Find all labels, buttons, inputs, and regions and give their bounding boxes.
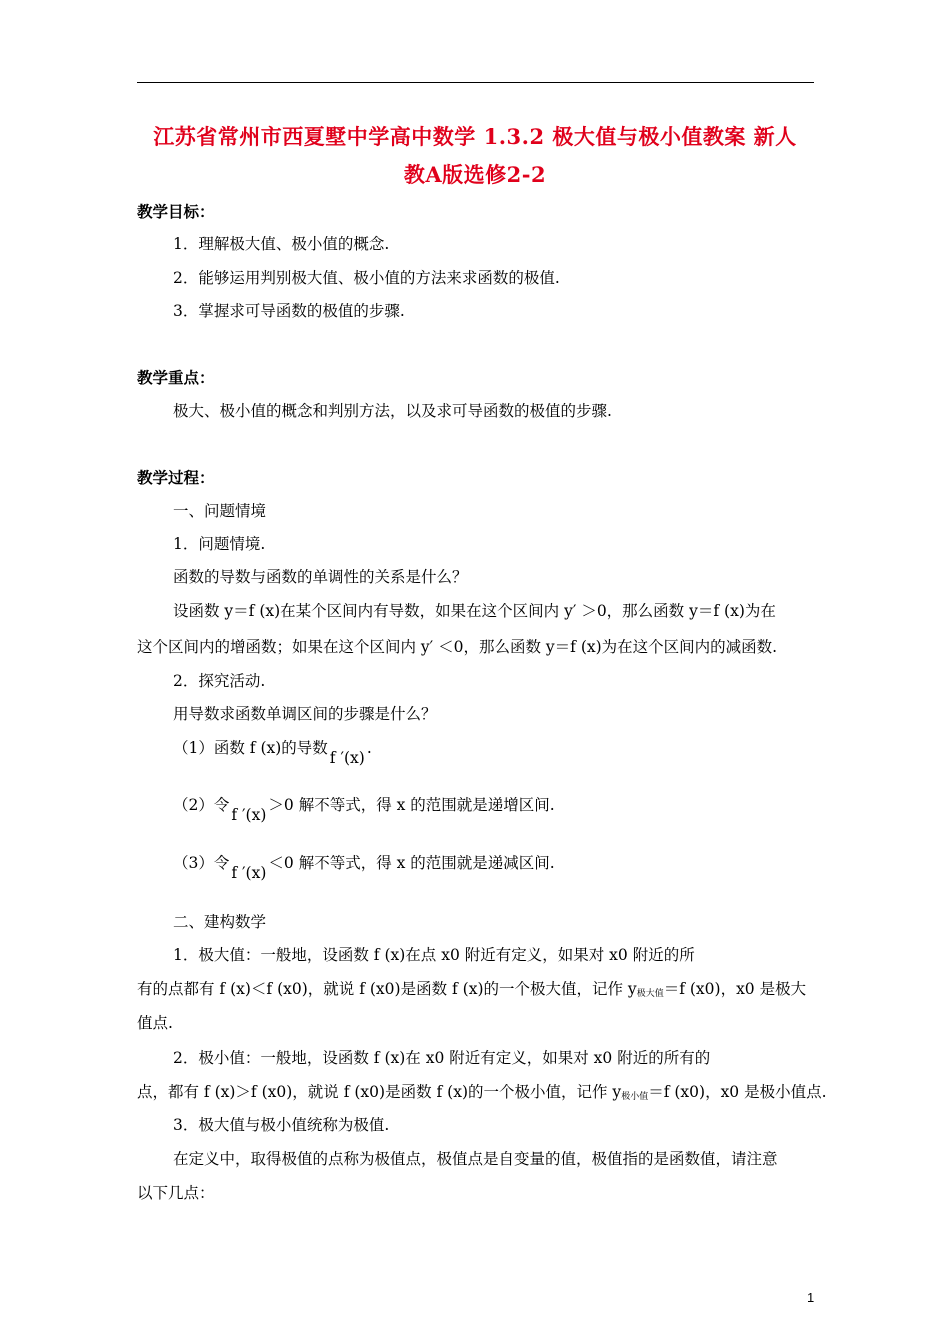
- process-heading: 教学过程：: [137, 468, 215, 487]
- paragraph-1a: 设函数 y＝f (x)在某个区间内有导数，如果在这个区间内 y′ ＞0，那么函数 y＝f (x)为在: [173, 602, 776, 620]
- derivative-expression: f ′(x): [231, 806, 267, 824]
- min-definition-a: 2．极小值：一般地，设函数 f (x)在 x0 附近有定义，如果对 x0 附近的所有的: [173, 1049, 711, 1067]
- min-definition-text: 点，都有 f (x)＞f (x0)，就说 f (x0)是函数 f (x)的一个极小值，记作 y: [137, 1083, 622, 1101]
- min-subscript: 极小值: [621, 1092, 649, 1102]
- min-definition-end: ＝f (x0)，x0 是极小值点.: [648, 1083, 827, 1101]
- objectives-heading: 教学目标：: [137, 202, 215, 221]
- header-rule: [137, 82, 814, 83]
- step-2: [173, 795, 555, 824]
- objective-item-3: 3．掌握求可导函数的极值的步骤.: [173, 302, 405, 320]
- step-2-end: ＞0 解不等式，得 x 的范围就是递增区间.: [268, 796, 555, 814]
- part-2-heading: 二、建构数学: [173, 913, 267, 931]
- derivative-expression: f ′(x): [231, 864, 267, 882]
- step-1-end: .: [366, 739, 372, 757]
- key-points-text: 极大、极小值的概念和判别方法，以及求可导函数的极值的步骤.: [173, 402, 612, 420]
- derivative-expression: f ′(x): [329, 749, 365, 767]
- max-definition-c: 值点.: [137, 1014, 173, 1032]
- max-definition-b: [137, 979, 806, 1004]
- max-definition-a: 1．极大值：一般地，设函数 f (x)在点 x0 附近有定义，如果对 x0 附近的所: [173, 946, 695, 964]
- process-item-2: 2．探究活动.: [173, 672, 266, 690]
- min-definition-b: [137, 1082, 827, 1107]
- max-definition-text: 有的点都有 f (x)＜f (x0)，就说 f (x0)是函数 f (x)的一个极大值，记作 y: [137, 980, 637, 998]
- definition-note-a: 在定义中，取得极值的点称为极值点，极值点是自变量的值，极值指的是函数值，请注意: [173, 1150, 778, 1168]
- paragraph-1b: 这个区间内的增函数；如果在这个区间内 y′ ＜0，那么函数 y＝f (x)为在这个区间内的减函数.: [137, 638, 778, 656]
- step-3-text: （3）令: [173, 854, 230, 872]
- document-title-line-2: 教A版选修2-2: [403, 162, 547, 187]
- key-points-heading: 教学重点：: [137, 368, 215, 387]
- step-3-end: ＜0 解不等式，得 x 的范围就是递减区间.: [268, 854, 555, 872]
- step-1-text: （1）函数 f (x)的导数: [173, 739, 328, 757]
- step-3: [173, 853, 555, 882]
- max-definition-end: ＝f (x0)，x0 是极大: [663, 980, 807, 998]
- document-title-line-1: 江苏省常州市西夏墅中学高中数学 1.3.2 极大值与极小值教案 新人: [153, 124, 797, 149]
- step-2-text: （2）令: [173, 796, 230, 814]
- part-1-heading: 一、问题情境: [173, 502, 267, 520]
- extrema-statement: 3．极大值与极小值统称为极值.: [173, 1116, 390, 1134]
- question-1: 函数的导数与函数的单调性的关系是什么？: [173, 568, 468, 586]
- page-number: 1: [807, 1290, 815, 1305]
- objective-item-1: 1．理解极大值、极小值的概念.: [173, 235, 390, 253]
- definition-note-b: 以下几点：: [137, 1184, 215, 1202]
- objective-item-2: 2．能够运用判别极大值、极小值的方法来求函数的极值.: [173, 269, 560, 287]
- max-subscript: 极大值: [636, 989, 664, 999]
- step-1: [173, 738, 372, 767]
- process-item-1: 1．问题情境.: [173, 535, 266, 553]
- question-2: 用导数求函数单调区间的步骤是什么？: [173, 705, 437, 723]
